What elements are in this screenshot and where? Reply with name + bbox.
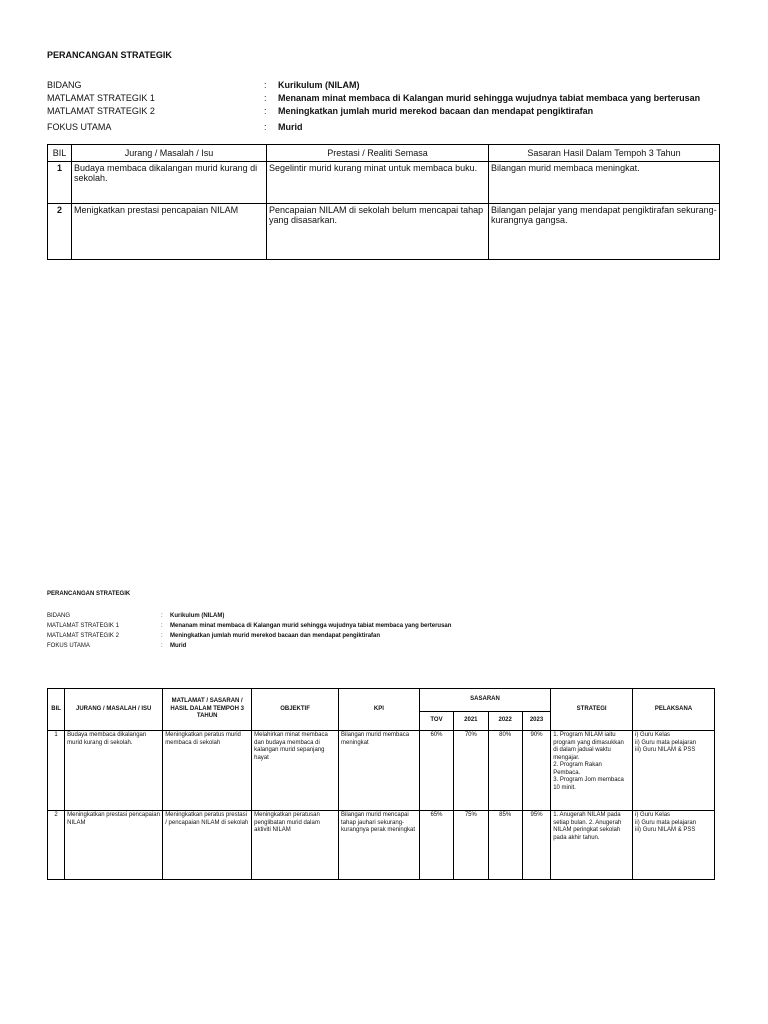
meta-matlamat-2 <box>47 105 727 118</box>
meta-label: MATLAMAT STRATEGIK 1 <box>47 93 155 103</box>
header-bil: BIL <box>48 689 65 731</box>
header-jurang: JURANG / MASALAH / ISU <box>65 689 163 731</box>
table-header-row <box>48 689 715 712</box>
meta-colon: : <box>264 93 267 103</box>
cell-2023: 95% <box>522 811 550 880</box>
header-matlamat: MATLAMAT / SASARAN / HASIL DALAM TEMPOH 3 TAHUN <box>163 689 252 731</box>
meta-value: Murid <box>170 643 187 649</box>
meta-matlamat-1 <box>47 621 727 631</box>
cell-jurang: Meningkatkan prestasi pencapaian NILAM <box>65 811 163 880</box>
meta-colon: : <box>161 633 163 639</box>
cell-strategi <box>551 731 633 811</box>
cell-sasaran: Bilangan pelajar yang mendapat pengiktirafan sekurang-kurangnya gangsa. <box>489 204 720 260</box>
cell-prestasi: Segelintir murid kurang minat untuk membaca buku. <box>267 162 489 204</box>
meta-bidang <box>47 79 727 92</box>
cell-tov: 60% <box>419 731 453 811</box>
section-2 <box>47 591 727 651</box>
cell-strategi <box>551 811 633 880</box>
header-jurang: Jurang / Masalah / Isu <box>72 145 267 162</box>
cell-sasaran: Bilangan murid membaca meningkat. <box>489 162 720 204</box>
meta-value: Menanam minat membaca di Kalangan murid sehingga wujudnya tabiat membaca yang berterusan <box>170 623 452 629</box>
strategi-item: 1. Anugerah NILAM pada setiap bulan. 2. Anugerah NILAM peringkat sekolah pada akhir tahun. <box>553 812 622 841</box>
meta-matlamat-2 <box>47 631 727 641</box>
meta-value: Murid <box>278 122 303 132</box>
header-strategi: STRATEGI <box>551 689 633 731</box>
meta-value: Kurikulum (NILAM) <box>170 613 225 619</box>
table-header-row <box>48 145 720 162</box>
cell-2022: 85% <box>488 811 522 880</box>
cell-bil: 1 <box>48 731 65 811</box>
table-row <box>48 811 715 880</box>
pelaksana-item: i) Guru Kelas <box>635 732 671 738</box>
cell-2023: 90% <box>522 731 550 811</box>
cell-kpi: Bilangan murid mencapai tahap jauhari sekurang-kurangnya perak meningkat <box>339 811 420 880</box>
cell-jurang: Budaya membaca dikalangan murid kurang di sekolah. <box>65 731 163 811</box>
header-objektif: OBJEKTIF <box>252 689 339 731</box>
meta-colon: : <box>161 613 163 619</box>
meta-label: FOKUS UTAMA <box>47 122 112 132</box>
cell-prestasi: Pencapaian NILAM di sekolah belum mencapai tahap yang disasarkan. <box>267 204 489 260</box>
cell-jurang: Budaya membaca dikalangan murid kurang di sekolah. <box>72 162 267 204</box>
cell-2021: 75% <box>454 811 488 880</box>
cell-bil: 2 <box>48 204 72 260</box>
strategi-item: 3. Program Jom membaca 10 minit. <box>553 777 624 791</box>
strategic-plan-table <box>47 688 715 880</box>
cell-bil: 2 <box>48 811 65 880</box>
meta-colon: : <box>264 122 267 132</box>
table-row <box>48 731 715 811</box>
meta-value: Meningkatkan jumlah murid merekod bacaan dan mendapat pengiktirafan <box>170 633 381 639</box>
header-bil: BIL <box>48 145 72 162</box>
header-2021: 2021 <box>454 712 488 731</box>
cell-bil: 1 <box>48 162 72 204</box>
table-row <box>48 204 720 260</box>
header-sasaran: Sasaran Hasil Dalam Tempoh 3 Tahun <box>489 145 720 162</box>
section-1-title: PERANCANGAN STRATEGIK <box>47 50 172 60</box>
pelaksana-item: iii) Guru NILAM & PSS <box>635 747 696 753</box>
meta-fokus-utama <box>47 641 727 651</box>
meta-colon: : <box>264 80 267 90</box>
meta-label: FOKUS UTAMA <box>47 643 90 649</box>
meta-label: BIDANG <box>47 613 71 619</box>
section-2-title: PERANCANGAN STRATEGIK <box>47 591 131 597</box>
meta-colon: : <box>264 106 267 116</box>
cell-jurang: Menigkatkan prestasi pencapaian NILAM <box>72 204 267 260</box>
meta-label: MATLAMAT STRATEGIK 2 <box>47 106 155 116</box>
cell-2022: 80% <box>488 731 522 811</box>
meta-label: MATLAMAT STRATEGIK 2 <box>47 633 119 639</box>
cell-kpi: Bilangan murid membaca meningkat <box>339 731 420 811</box>
strategi-item: 2. Program Rakan Pembaca. <box>553 762 602 776</box>
cell-objektif: Melahirkan minat membaca dan budaya membaca di kalangan murid sepanjang hayat <box>252 731 339 811</box>
header-sasaran: SASARAN <box>419 689 550 712</box>
strategi-item: 1. Program NILAM iaitu program yang dimasukkan di dalam jadual waktu mengajar. <box>553 732 624 761</box>
meta-label: BIDANG <box>47 80 82 90</box>
cell-objektif: Meningkatkan peratusan penglibatan murid dalam aktiviti NILAM <box>252 811 339 880</box>
header-tov: TOV <box>419 712 453 731</box>
cell-matlamat: Meningkatkan peratus murid membaca di sekolah <box>163 731 252 811</box>
header-kpi: KPI <box>339 689 420 731</box>
cell-matlamat: Meningkatkan peratus prestasi / pencapaian NILAM di sekolah <box>163 811 252 880</box>
pelaksana-item: ii) Guru mata pelajaran <box>635 739 697 746</box>
cell-pelaksana <box>633 731 715 811</box>
pelaksana-item: iii) Guru NILAM & PSS <box>635 827 696 833</box>
meta-value: Menanam minat membaca di Kalangan murid sehingga wujudnya tabiat membaca yang berterusan <box>278 93 701 103</box>
header-2022: 2022 <box>488 712 522 731</box>
meta-colon: : <box>161 643 163 649</box>
meta-label: MATLAMAT STRATEGIK 1 <box>47 623 119 629</box>
meta-matlamat-1 <box>47 92 727 105</box>
header-prestasi: Prestasi / Realiti Semasa <box>267 145 489 162</box>
meta-bidang <box>47 611 727 621</box>
strategic-summary-table <box>47 144 720 260</box>
cell-2021: 70% <box>454 731 488 811</box>
cell-tov: 65% <box>419 811 453 880</box>
header-2023: 2023 <box>522 712 550 731</box>
pelaksana-item: ii) Guru mata pelajaran <box>635 819 697 826</box>
meta-fokus-utama <box>47 121 727 134</box>
section-1 <box>47 50 727 134</box>
table-row <box>48 162 720 204</box>
meta-value: Kurikulum (NILAM) <box>278 80 360 90</box>
header-pelaksana: PELAKSANA <box>633 689 715 731</box>
meta-value: Meningkatkan jumlah murid merekod bacaan dan mendapat pengiktirafan <box>278 106 594 116</box>
cell-pelaksana <box>633 811 715 880</box>
meta-colon: : <box>161 623 163 629</box>
pelaksana-item: i) Guru Kelas <box>635 812 671 818</box>
